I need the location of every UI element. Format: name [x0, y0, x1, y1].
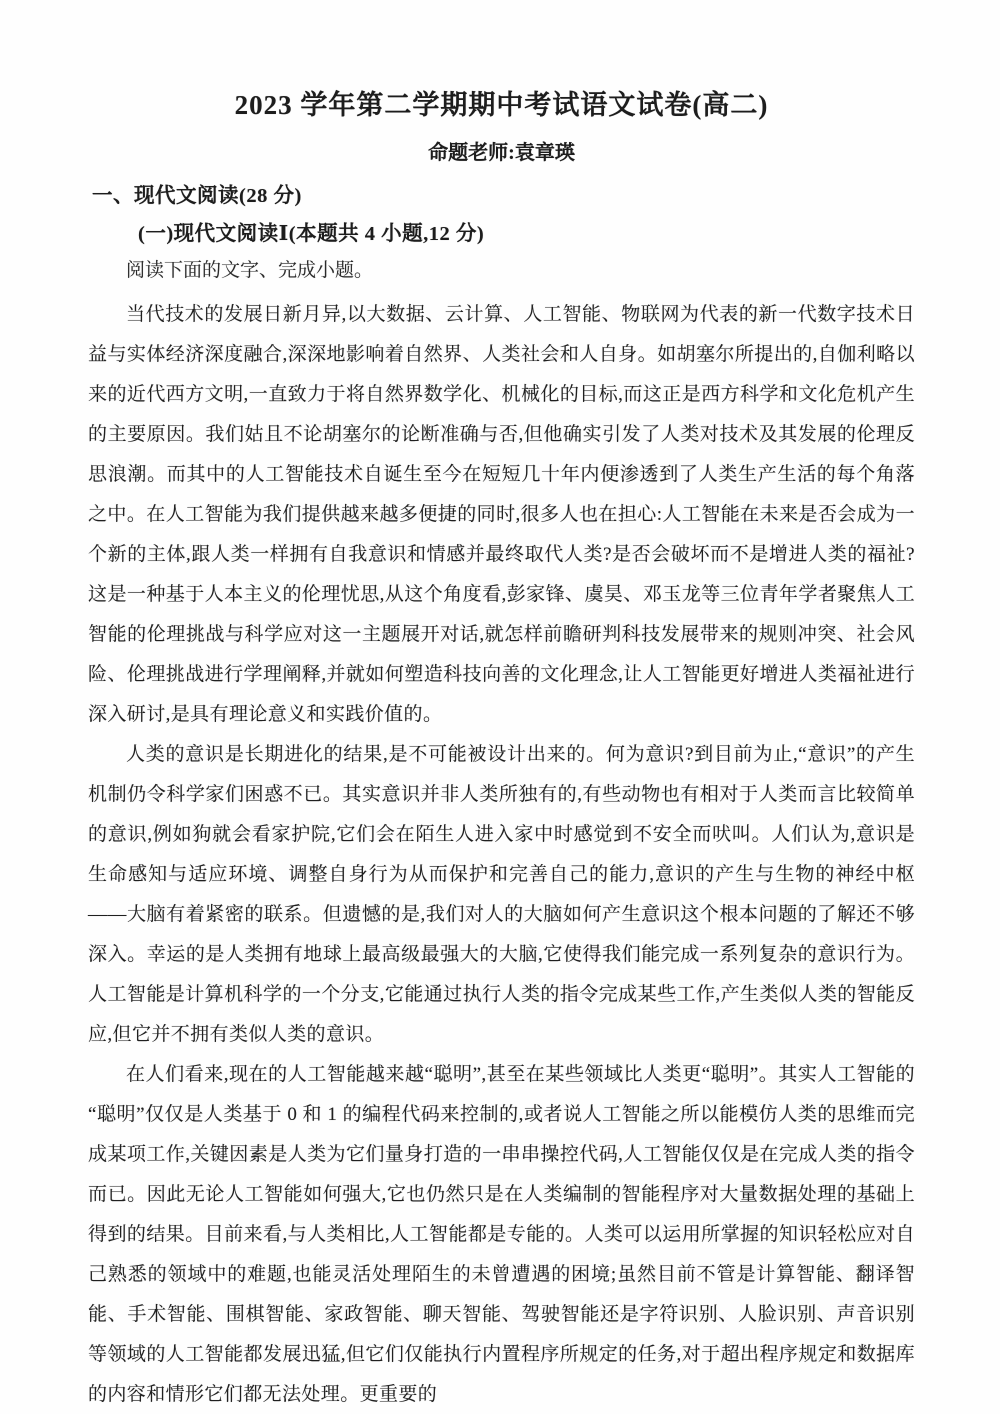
section-heading-modern-text-reading: 一、现代文阅读(28 分): [92, 185, 302, 207]
reading-passage: [88, 295, 915, 1415]
passage-paragraph-3: 在人们看来,现在的人工智能越来越“聪明”,甚至在某些领域比人类更“聪明”。其实人工智能的“聪明”仅仅是人类基于 0 和 1 的编程代码来控制的,或者说人工智能之所以能模仿人类的思维而完成某项工作,关键因素是人类为它们量身打造的一串串操控代码,人工智能仅仅是在完成人类的指令而已。因此无论人工智能如何强大,它也仍然只是在人类编制的智能程序对大量数据处理的基础上得到的结果。目前来看,与人类相比,人工智能都是专能的。人类可以运用所掌握的知识轻松应对自己熟悉的领域中的难题,也能灵活处理陌生的未曾遭遇的困境;虽然目前不管是计算智能、翻译智能、手术智能、围棋智能、家政智能、聊天智能、驾驶智能还是字符识别、人脸识别、声音识别等领域的人工智能都发展迅猛,但它们仅能执行内置程序所规定的任务,对于超出程序规定和数据库的内容和情形它们都无法处理。更重要的: [88, 1064, 915, 1405]
subsection-heading-reading-1: (一)现代文阅读Ⅰ(本题共 4 小题,12 分): [138, 223, 485, 245]
passage-paragraph-2: 人类的意识是长期进化的结果,是不可能被设计出来的。何为意识?到目前为止,“意识”的产生机制仍令科学家们困惑不已。其实意识并非人类所独有的,有些动物也有相对于人类而言比较简单的意识,例如狗就会看家护院,它们会在陌生人进入家中时感觉到不安全而吠叫。人们认为,意识是生命感知与适应环境、调整自身行为从而保护和完善自己的能力,意识的产生与生物的神经中枢——大脑有着紧密的联系。但遗憾的是,我们对人的大脑如何产生意识这个根本问题的了解还不够深入。幸运的是人类拥有地球上最高级最强大的大脑,它使得我们能完成一系列复杂的意识行为。人工智能是计算机科学的一个分支,它能通过执行人类的指令完成某些工作,产生类似人类的智能反应,但它并不拥有类似人类的意识。: [88, 744, 915, 1045]
paper-title: 2023 学年第二学期期中考试语文试卷(高二): [234, 90, 769, 120]
passage-paragraph-1: 当代技术的发展日新月异,以大数据、云计算、人工智能、物联网为代表的新一代数字技术日益与实体经济深度融合,深深地影响着自然界、人类社会和人自身。如胡塞尔所提出的,自伽利略以来的近代西方文明,一直致力于将自然界数学化、机械化的目标,而这正是西方科学和文化危机产生的主要原因。我们姑且不论胡塞尔的论断准确与否,但他确实引发了人类对技术及其发展的伦理反思浪潮。而其中的人工智能技术自诞生至今在短短几十年内便渗透到了人类生产生活的每个角落之中。在人工智能为我们提供越来越多便捷的同时,很多人也在担心:人工智能在未来是否会成为一个新的主体,跟人类一样拥有自我意识和情感并最终取代人类?是否会破坏而不是增进人类的福祉?这是一种基于人本主义的伦理忧思,从这个角度看,彭家锋、虞昊、邓玉龙等三位青年学者聚焦人工智能的伦理挑战与科学应对这一主题展开对话,就怎样前瞻研判科技发展带来的规则冲突、社会风险、伦理挑战进行学理阐释,并就如何塑造科技向善的文化理念,让人工智能更好增进人类福祉进行深入研讨,是具有理论意义和实践价值的。: [88, 304, 915, 725]
reading-instruction: 阅读下面的文字、完成小题。: [126, 260, 374, 281]
setter-line: 命题老师:袁章瑛: [428, 142, 575, 164]
